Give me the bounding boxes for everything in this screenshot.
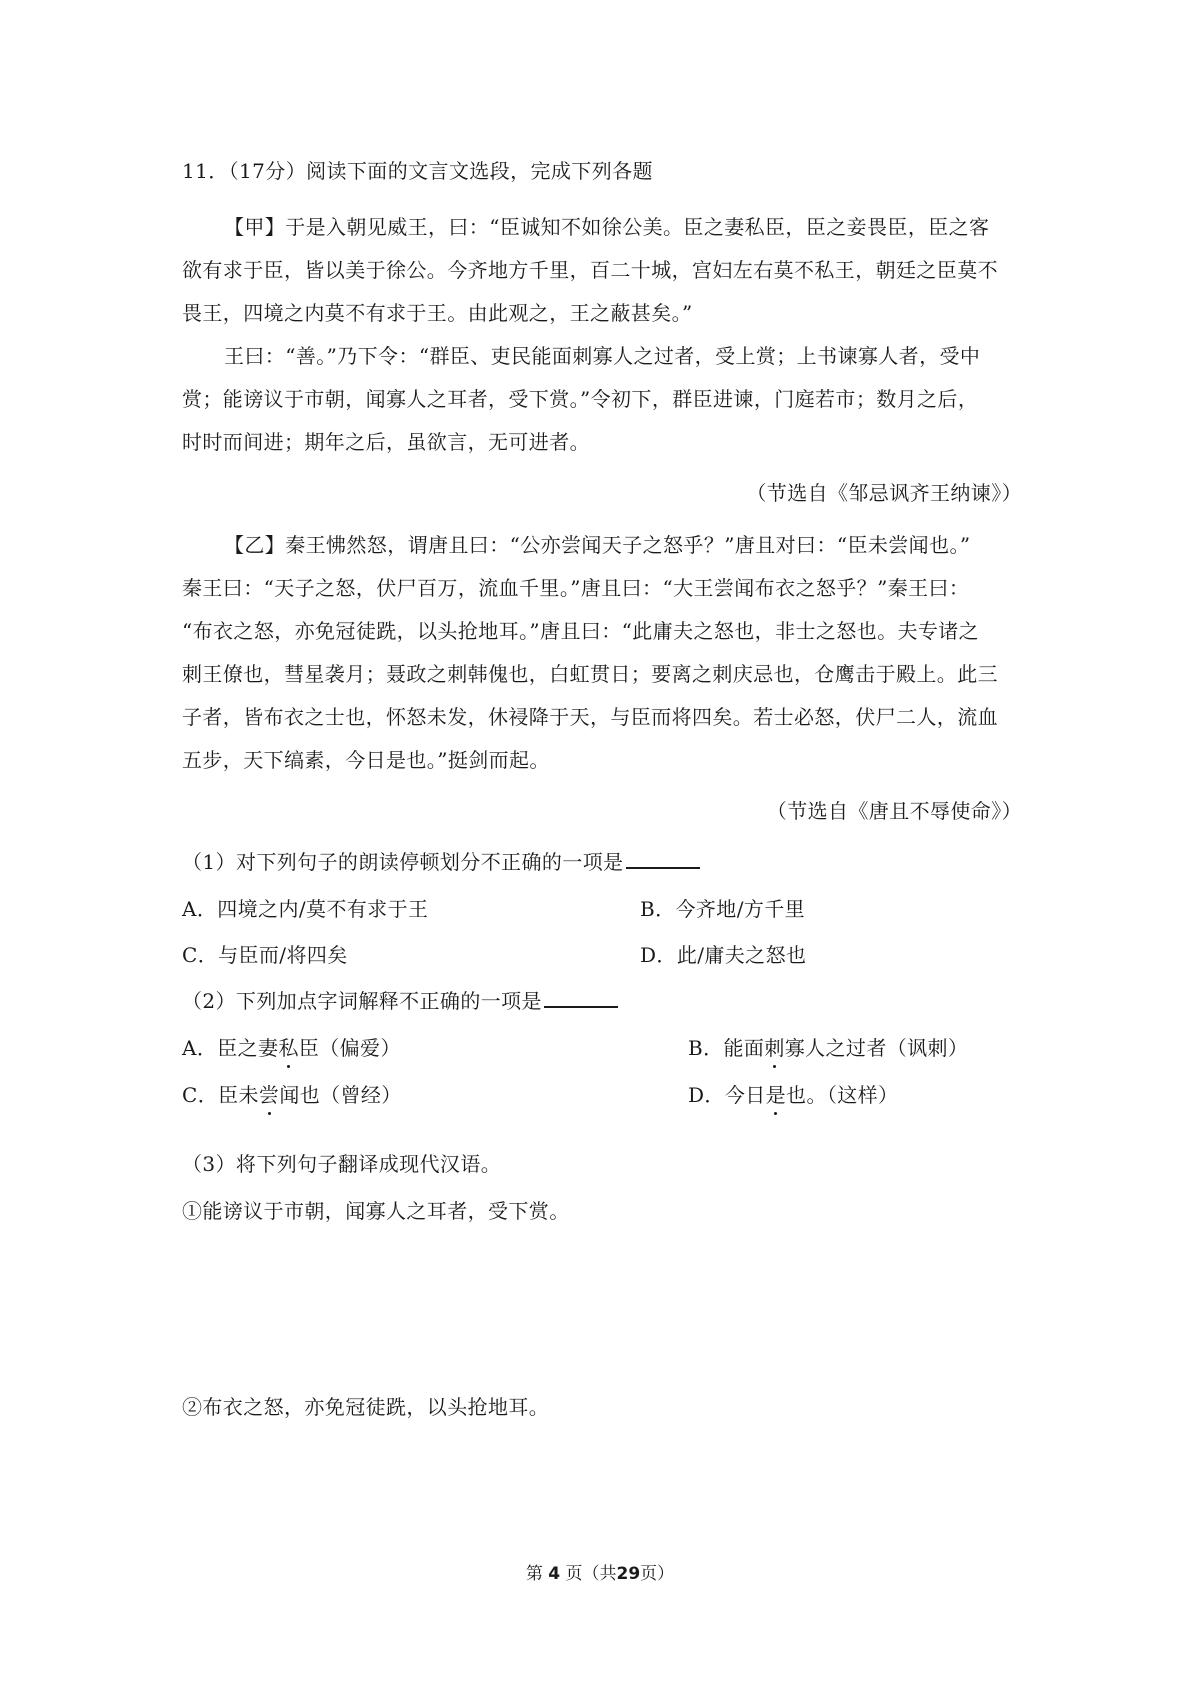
- passage-yi-line: 秦王曰：“天子之怒，伏尸百万，流血千里。”唐且曰：“大王尝闻布衣之怒乎？”秦王曰：: [182, 576, 970, 600]
- passage-jia-line: 王曰：“善。”乃下令：“群臣、吏民能面刺寡人之过者，受上赏；上书谏寡人者，受中: [224, 344, 981, 368]
- dotted-character: 私: [278, 1036, 299, 1060]
- passage-jia-source: （节选自《邹忌讽齐王纳谏》）: [746, 481, 1022, 505]
- q1-stem: [182, 848, 700, 876]
- passage-jia-line: 畏王，四境之内莫不有求于王。由此观之，王之蔽甚矣。”: [182, 301, 693, 325]
- q2-option-b: [688, 1034, 968, 1062]
- dotted-character: 刺: [764, 1036, 785, 1060]
- q1-option-b: B．今齐地/方千里: [640, 897, 806, 921]
- footer-text: 页（共: [565, 1564, 617, 1584]
- q2-option-d: [688, 1081, 898, 1109]
- dotted-character: 尝: [258, 1083, 280, 1107]
- passage-jia-line: 时时而间进；期年之后，虽欲言，无可进者。: [182, 430, 590, 454]
- q2-option-a: [182, 1034, 401, 1062]
- passage-yi-line: 五步，天下缟素，今日是也。”挺剑而起。: [182, 748, 550, 772]
- q1-option-c: C．与臣而/将四矣: [182, 943, 348, 967]
- q1-option-d: D．此/庸夫之怒也: [640, 943, 807, 967]
- question-header: 11．（17分）阅读下面的文言文选段，完成下列各题: [182, 159, 653, 183]
- q2-stem: [182, 987, 618, 1015]
- passage-yi-source: （节选自《唐且不辱使命》）: [766, 799, 1022, 823]
- passage-yi-line: 子者，皆布衣之士也，怀怒未发，休祲降于天，与臣而将四矣。若士必怒，伏尸二人，流血: [182, 705, 998, 729]
- option-text: B．能面: [688, 1036, 765, 1060]
- option-text: 闻也（曾经）: [279, 1083, 402, 1107]
- footer-text: 第: [525, 1564, 543, 1584]
- option-text: 寡人之过者（讽刺）: [784, 1036, 969, 1060]
- option-text: D．今日: [688, 1083, 766, 1107]
- q1-stem-text: （1）对下列句子的朗读停顿划分不正确的一项是: [182, 850, 624, 874]
- passage-jia-line: 赏；能谤议于市朝，闻寡人之耳者，受下赏。”令初下，群臣进谏，门庭若市；数月之后，: [182, 387, 979, 411]
- q2-option-c: [182, 1081, 402, 1109]
- footer-text: 页）: [640, 1564, 675, 1584]
- q3-item-2: ②布衣之怒，亦免冠徒跣，以头抢地耳。: [182, 1395, 550, 1419]
- page-number: 4: [548, 1564, 561, 1584]
- passage-jia-line: 【甲】于是入朝见威王，曰：“臣诚知不如徐公美。臣之妻私臣，臣之妾畏臣，臣之客: [224, 215, 990, 239]
- option-text: 也。（这样）: [786, 1083, 899, 1107]
- q3-stem: （3）将下列句子翻译成现代汉语。: [182, 1152, 502, 1176]
- passage-yi-line: 【乙】秦王怫然怒，谓唐且曰：“公亦尝闻天子之怒乎？”唐且对曰：“臣未尝闻也。”: [224, 533, 971, 557]
- q3-item-1: ①能谤议于市朝，闻寡人之耳者，受下赏。: [182, 1199, 570, 1223]
- q2-stem-text: （2）下列加点字词解释不正确的一项是: [182, 989, 542, 1013]
- passage-jia-line: 欲有求于臣，皆以美于徐公。今齐地方千里，百二十城，宫妇左右莫不私王，朝廷之臣莫不: [182, 258, 998, 282]
- answer-blank: [626, 849, 700, 869]
- total-pages: 29: [616, 1564, 641, 1584]
- dotted-character: 是: [765, 1083, 787, 1107]
- answer-blank: [544, 988, 618, 1008]
- option-text: A．臣之妻: [182, 1036, 279, 1060]
- page-footer: [0, 1562, 1200, 1586]
- option-text: C．臣未: [182, 1083, 259, 1107]
- option-text: 臣（偏爱）: [298, 1036, 401, 1060]
- q1-option-a: A．四境之内/莫不有求于王: [182, 897, 429, 921]
- passage-yi-line: “布衣之怒，亦免冠徒跣，以头抢地耳。”唐且曰：“此庸夫之怒也，非士之怒也。夫专诸之: [182, 619, 980, 643]
- passage-yi-line: 刺王僚也，彗星袭月；聂政之刺韩傀也，白虹贯日；要离之刺庆忌也，仓鹰击于殿上。此三: [182, 662, 998, 686]
